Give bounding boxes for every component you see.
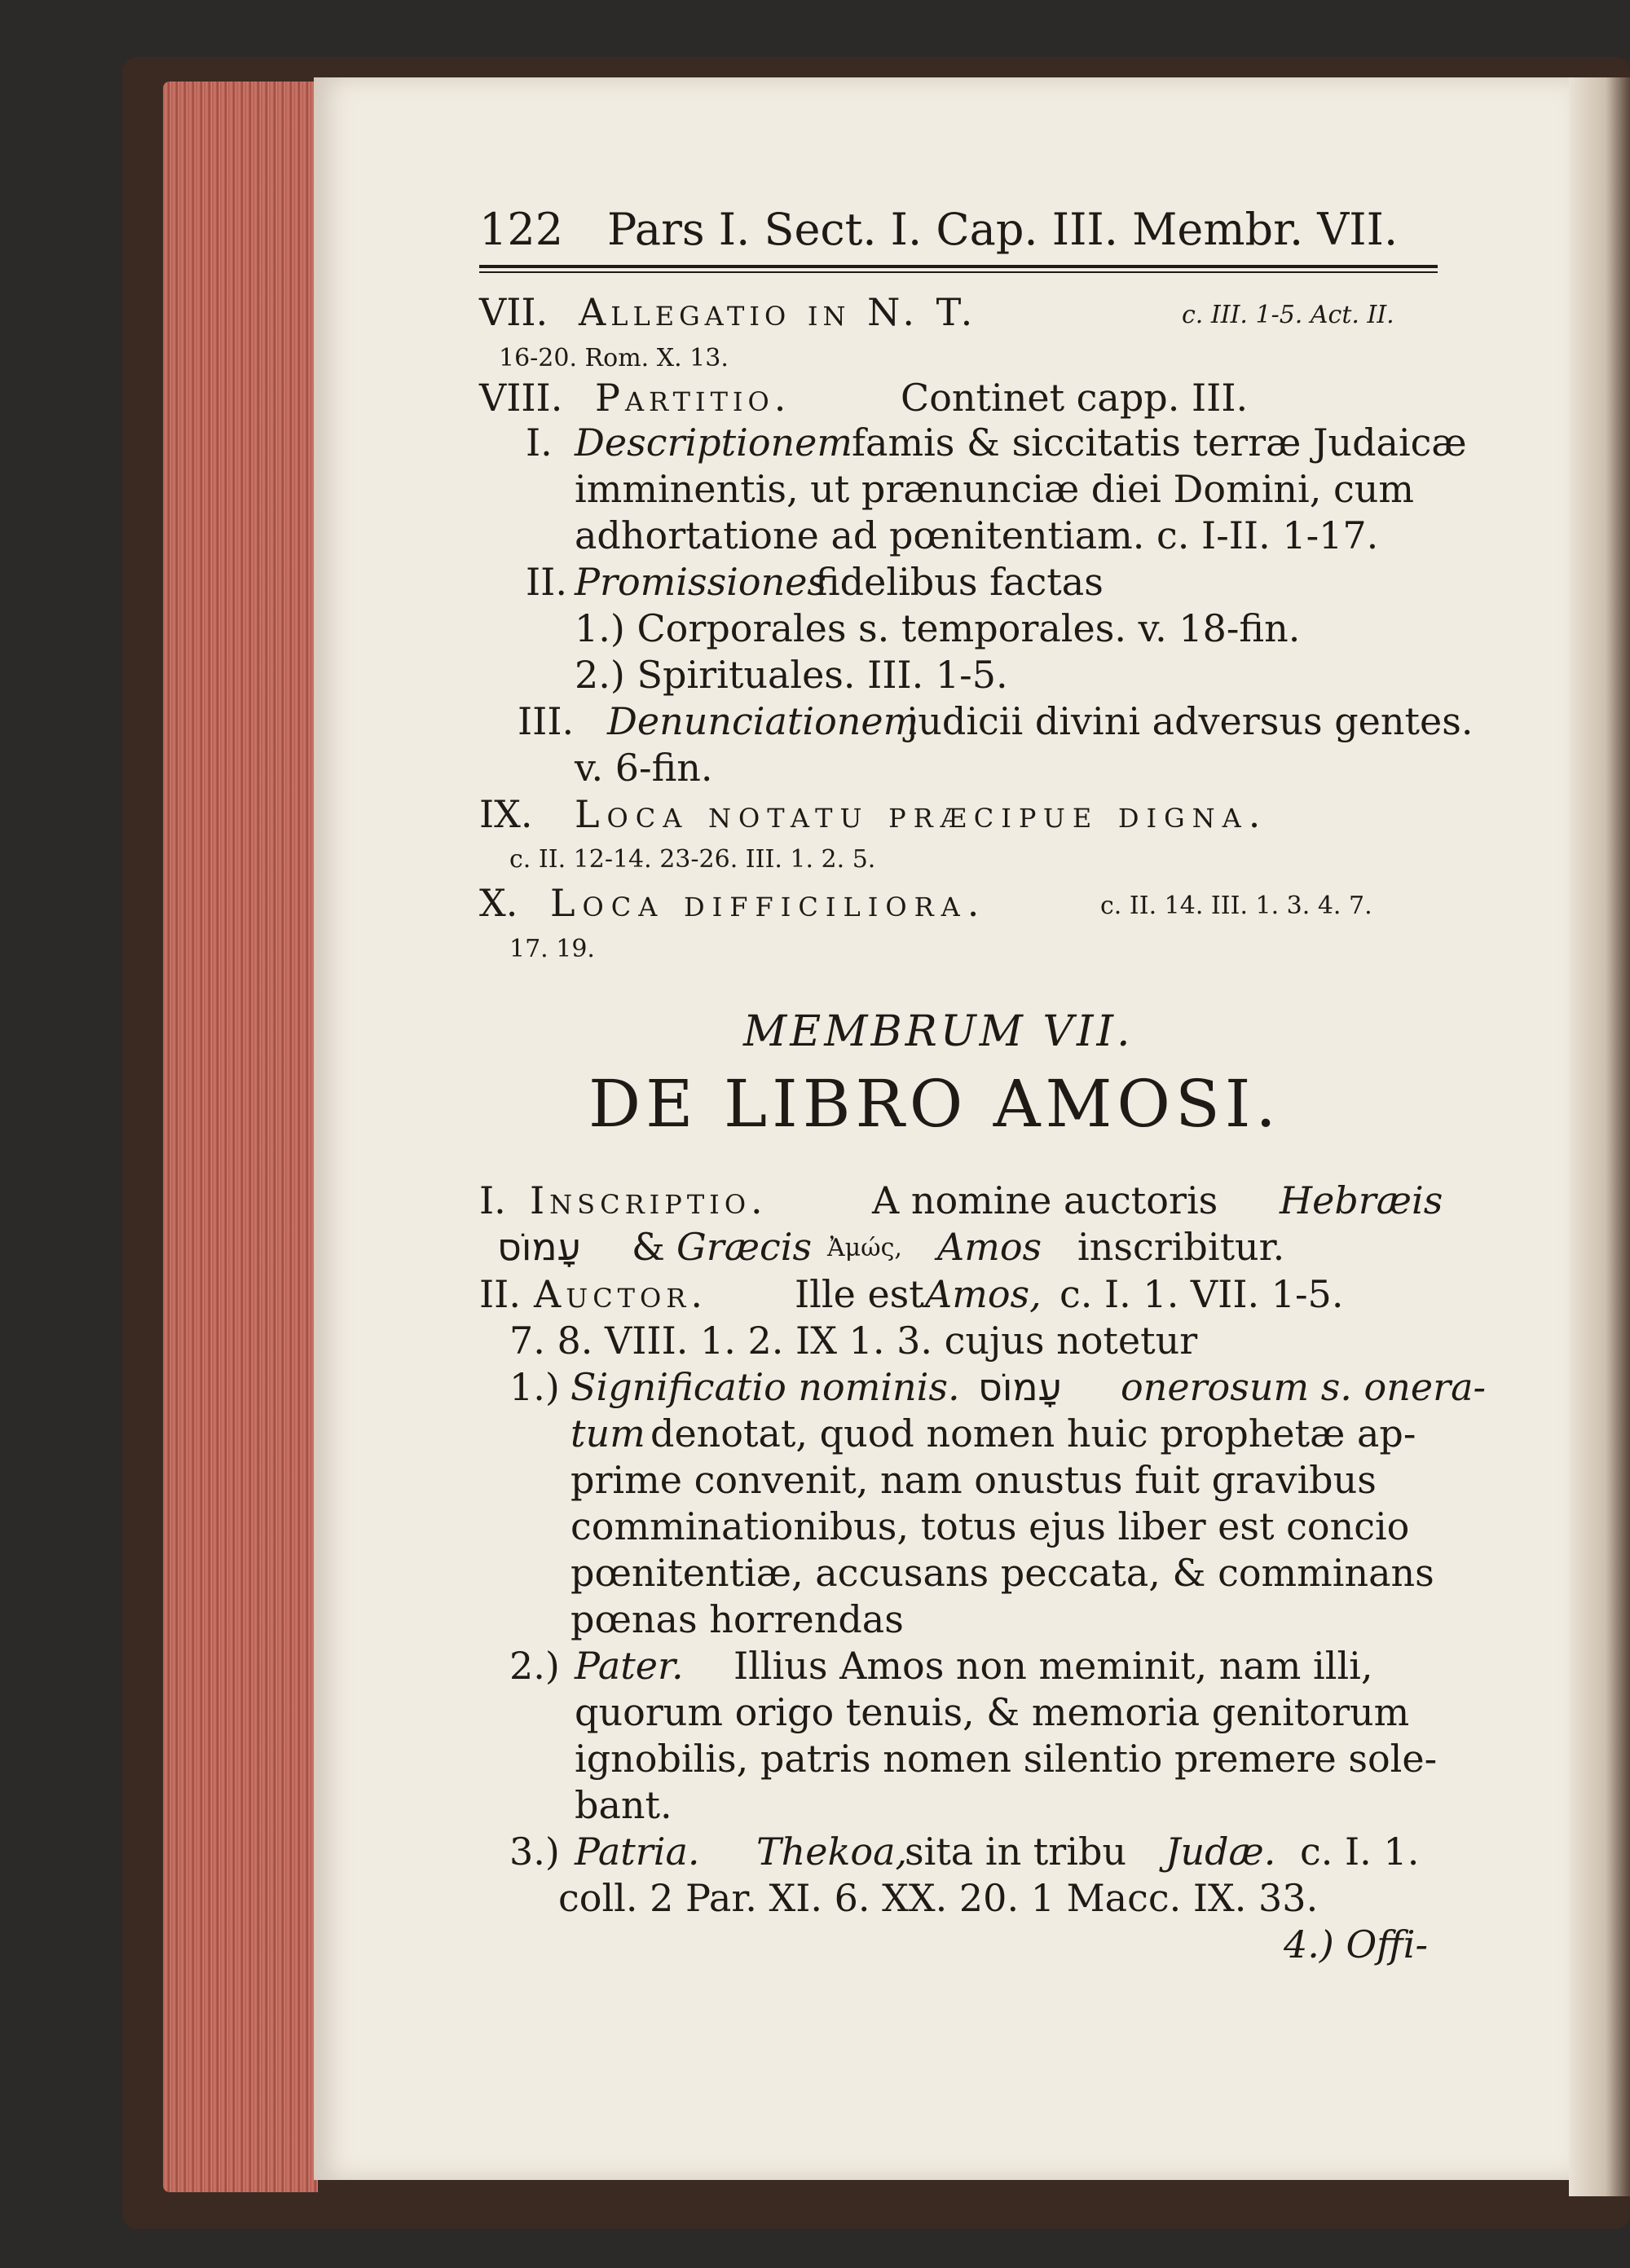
ii-refs: c. I. 1. VII. 1-5. — [1060, 1272, 1344, 1316]
section-title: DE LIBRO AMOSI. — [588, 1066, 1281, 1142]
ii-heading: Auctor. — [534, 1272, 707, 1316]
i-ampersand: & — [632, 1225, 665, 1269]
s1-line-4: comminationibus, totus ejus liber est concio — [570, 1504, 1410, 1548]
ii-amos: Amos, — [925, 1272, 1042, 1316]
s3-number: 3.) — [509, 1830, 560, 1874]
part-2a: 1.) Corporales s. temporales. v. 18-fin. — [575, 606, 1301, 650]
part-2-italic: Promissiones — [575, 560, 827, 604]
part-3-italic: Denunciationem — [607, 699, 919, 743]
viii-heading: Partitio. — [595, 376, 791, 420]
vii-heading: Allegatio in N. T. — [579, 290, 978, 334]
s3-italic: Patria. — [575, 1830, 700, 1874]
viii-number: VIII. — [479, 376, 563, 420]
s3-refs: c. I. 1. — [1300, 1830, 1420, 1874]
i-amos: Amos — [937, 1225, 1042, 1269]
s1-hebrew: עָמוֹס — [978, 1365, 1062, 1409]
part-1-number: I. — [526, 421, 553, 465]
part-3-line-2: v. 6-fin. — [575, 746, 713, 790]
running-title: Pars I. Sect. I. Cap. III. Membr. VII. — [607, 204, 1399, 255]
s3-line-2: coll. 2 Par. XI. 6. XX. 20. 1 Macc. IX. 33. — [558, 1876, 1319, 1920]
ii-number: II. — [479, 1272, 521, 1316]
s1-line-6: pœnas horrendas — [570, 1597, 904, 1641]
s1-line-3: prime convenit, nam onustus fuit gravibus — [570, 1458, 1377, 1502]
vii-refs-cont: 16-20. Rom. X. 13. — [499, 344, 729, 372]
i-end: inscribitur. — [1077, 1225, 1285, 1269]
s2-line-4: bant. — [575, 1783, 672, 1827]
i-graecis: Græcis — [676, 1225, 813, 1269]
part-1-italic: Descriptionem — [575, 421, 852, 465]
header-rule — [479, 265, 1438, 268]
s1-line-2: denotat, quod nomen huic prophetæ ap- — [650, 1411, 1416, 1455]
vii-number: VII. — [479, 290, 548, 334]
s2-italic: Pater. — [575, 1644, 684, 1688]
s2-line-3: ignobilis, patris nomen silentio premere sole- — [575, 1737, 1438, 1781]
i-italic: Hebræis — [1280, 1178, 1443, 1222]
part-3-text: judicii divini adversus gentes. — [906, 699, 1474, 743]
x-refs-cont: 17. 19. — [509, 935, 595, 963]
x-refs: c. II. 14. III. 1. 3. 4. 7. — [1100, 892, 1372, 920]
vii-refs: c. III. 1-5. Act. II. — [1182, 301, 1394, 329]
i-heading: Inscriptio. — [530, 1178, 768, 1222]
s3-thekoa: Thekoa, — [756, 1830, 908, 1874]
s1-italic-2: onerosum s. onera- — [1121, 1365, 1487, 1409]
viii-text: Continet capp. III. — [901, 376, 1249, 420]
catchword: 4.) Offi- — [1284, 1922, 1429, 1966]
ix-heading: Loca notatu præcipue digna. — [575, 792, 1268, 836]
i-text: A nomine auctoris — [872, 1178, 1218, 1222]
part-1-line-3: adhortatione ad pœnitentiam. c. I-II. 1-17. — [575, 513, 1379, 557]
s3-text: sita in tribu — [905, 1830, 1127, 1874]
s1-line-5: pœnitentiæ, accusans peccata, & comminans — [570, 1551, 1434, 1595]
part-3-number: III. — [518, 699, 575, 743]
s2-line-2: quorum origo tenuis, & memoria genitorum — [575, 1690, 1410, 1734]
s1-number: 1.) — [509, 1365, 560, 1409]
ii-line-2: 7. 8. VIII. 1. 2. IX 1. 3. cujus notetur — [509, 1319, 1198, 1363]
membrum-heading: MEMBRUM VII. — [743, 1007, 1134, 1056]
part-2-number: II. — [526, 560, 567, 604]
x-heading: Loca difficiliora. — [550, 881, 987, 925]
part-2b: 2.) Spirituales. III. 1-5. — [575, 653, 1008, 697]
i-number: I. — [479, 1178, 506, 1222]
facing-page-edge — [1569, 77, 1630, 2196]
part-2-text: fidelibus factas — [815, 560, 1104, 604]
x-number: X. — [479, 881, 518, 925]
ix-number: IX. — [479, 792, 533, 836]
part-1-line-2: imminentis, ut prænunciæ diei Domini, cum — [575, 467, 1415, 511]
ix-refs: c. II. 12-14. 23-26. III. 1. 2. 5. — [509, 845, 876, 874]
i-hebrew: עָמוֹס — [497, 1225, 581, 1269]
page-number: 122 — [479, 204, 564, 255]
page-edges — [163, 81, 318, 2192]
s1-italic: Significatio nominis. — [570, 1365, 960, 1409]
header-rule-thin — [479, 271, 1438, 273]
i-greek: Ἀμώς, — [827, 1234, 902, 1262]
s1-tum: tum — [570, 1411, 645, 1455]
ii-text: Ille est — [795, 1272, 924, 1316]
part-1-text: famis & siccitatis terræ Judaicæ — [852, 421, 1467, 465]
s2-number: 2.) — [509, 1644, 560, 1688]
s3-judae: Judæ. — [1165, 1830, 1276, 1874]
s2-text: Illius Amos non meminit, nam illi, — [734, 1644, 1373, 1688]
